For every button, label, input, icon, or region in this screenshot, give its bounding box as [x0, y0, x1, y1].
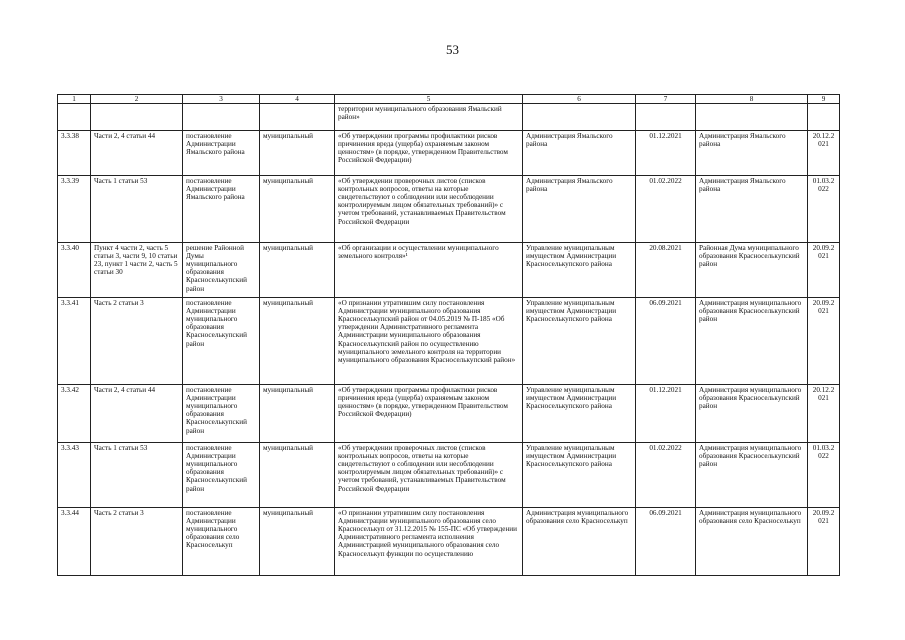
item-number-cell: 3.3.43 [58, 443, 91, 508]
responsible-cell: Управление муниципальным имуществом Администрации Красноселькупского района [523, 298, 636, 385]
table-row [58, 176, 840, 243]
item-number-cell: 3.3.38 [58, 131, 91, 176]
responsible-cell: Администрация муниципального образования село Красноселькуп [523, 508, 636, 576]
level-cell: муниципальный [260, 298, 335, 385]
deadline-cell: 20.12.2021 [808, 385, 840, 443]
deadline-cell: 20.09.2021 [808, 298, 840, 385]
level-cell: муниципальный [260, 443, 335, 508]
adopting-body-cell: Администрация Ямальского района [696, 176, 808, 243]
table-row [58, 243, 840, 298]
act-title-cell: «Об утверждении программы профилактики рисков причинения вреда (ущерба) охраняемым законом ценностям» (в порядке, утвержденном Правительством Российской Федерации) [335, 385, 523, 443]
law-reference-cell: Часть 1 статьи 53 [91, 443, 183, 508]
column-header: 1 [58, 95, 91, 104]
act-title-cell: территории муниципального образования Ямальский район» [335, 104, 523, 131]
item-number-cell: 3.3.41 [58, 298, 91, 385]
date-cell: 01.02.2022 [636, 443, 696, 508]
responsible-cell: Управление муниципальным имуществом Администрации Красноселькупского района [523, 443, 636, 508]
act-type-cell: постановление Администрации муниципального образования Красноселькупский район [183, 298, 260, 385]
column-header: 9 [808, 95, 840, 104]
deadline-cell: 20.09.2021 [808, 508, 840, 576]
level-cell: муниципальный [260, 385, 335, 443]
responsible-cell: Управление муниципальным имуществом Администрации Красноселькупского района [523, 243, 636, 298]
page-number: 53 [446, 42, 459, 57]
adopting-body-cell: Администрация муниципального образования Красноселькупский район [696, 443, 808, 508]
date-cell: 01.12.2021 [636, 385, 696, 443]
law-reference-cell: Часть 2 статьи 3 [91, 298, 183, 385]
adopting-body-cell: Администрация муниципального образования Красноселькупский район [696, 298, 808, 385]
column-header: 6 [523, 95, 636, 104]
adopting-body-cell: Администрация Ямальского района [696, 131, 808, 176]
act-title-cell: «Об утверждении проверочных листов (списков контрольных вопросов, ответы на которые свидетельствуют о соблюдении или несоблюдении контролируемым лицом обязательных требований)» с учетом требований, устанавливаемых Правительством Российской Федерации [335, 443, 523, 508]
continuation-row [58, 104, 840, 131]
law-reference-cell: Пункт 4 части 2, часть 5 статьи 3, части 9, 10 статьи 23, пункт 1 части 2, часть 5 статьи 30 [91, 243, 183, 298]
law-reference-cell: Части 2, 4 статьи 44 [91, 385, 183, 443]
adopting-body-cell: Районная Дума муниципального образования Красноселькупский район [696, 243, 808, 298]
date-cell: 20.08.2021 [636, 243, 696, 298]
date-cell: 06.09.2021 [636, 298, 696, 385]
act-type-cell: постановление Администрации Ямальского района [183, 131, 260, 176]
act-type-cell: постановление Администрации Ямальского района [183, 176, 260, 243]
regulatory-acts-table [57, 94, 840, 576]
header-row [58, 95, 840, 104]
column-header: 7 [636, 95, 696, 104]
responsible-cell: Управление муниципальным имуществом Администрации Красноселькупского района [523, 385, 636, 443]
act-title-cell: «О признании утратившим силу постановления Администрации муниципального образования Красноселькупский район от 04.05.2019 № П-185 «Об утверждении Административного регламента Администрации муниципального образования Красноселькупский район по осуществлению муниципального земельного контроля на территории муниципального образования Красноселькупский район» [335, 298, 523, 385]
table-row [58, 385, 840, 443]
act-type-cell: постановление Администрации муниципального образования Красноселькупский район [183, 443, 260, 508]
act-type-cell: постановление Администрации муниципального образования Красноселькупский район [183, 385, 260, 443]
act-title-cell: «Об организации и осуществлении муниципального земельного контроля»¹ [335, 243, 523, 298]
deadline-cell: 01.03.2022 [808, 176, 840, 243]
table-row [58, 131, 840, 176]
level-cell: муниципальный [260, 131, 335, 176]
level-cell: муниципальный [260, 243, 335, 298]
law-reference-cell: Часть 1 статьи 53 [91, 176, 183, 243]
level-cell: муниципальный [260, 508, 335, 576]
date-cell: 06.09.2021 [636, 508, 696, 576]
level-cell: муниципальный [260, 176, 335, 243]
law-reference-cell: Часть 2 статьи 3 [91, 508, 183, 576]
item-number-cell: 3.3.40 [58, 243, 91, 298]
column-header: 5 [335, 95, 523, 104]
column-header: 2 [91, 95, 183, 104]
responsible-cell: Администрация Ямальского района [523, 131, 636, 176]
table-row [58, 508, 840, 576]
adopting-body-cell: Администрация муниципального образования Красноселькупский район [696, 385, 808, 443]
date-cell: 01.02.2022 [636, 176, 696, 243]
table-row [58, 298, 840, 385]
law-reference-cell: Части 2, 4 статьи 44 [91, 131, 183, 176]
deadline-cell: 20.12.2021 [808, 131, 840, 176]
item-number-cell: 3.3.42 [58, 385, 91, 443]
act-type-cell: постановление Администрации муниципального образования село Красноселькуп [183, 508, 260, 576]
responsible-cell: Администрация Ямальского района [523, 176, 636, 243]
act-title-cell: «Об утверждении проверочных листов (списков контрольных вопросов, ответы на которые свидетельствуют о соблюдении или несоблюдении контролируемым лицом обязательных требований)» с учетом требований, устанавливаемых Правительством Российской Федерации [335, 176, 523, 243]
date-cell: 01.12.2021 [636, 131, 696, 176]
deadline-cell: 01.03.2022 [808, 443, 840, 508]
item-number-cell: 3.3.44 [58, 508, 91, 576]
deadline-cell: 20.09.2021 [808, 243, 840, 298]
act-title-cell: «Об утверждении программы профилактики рисков причинения вреда (ущерба) охраняемым законом ценностям» (в порядке, утвержденном Правительством Российской Федерации) [335, 131, 523, 176]
column-header: 4 [260, 95, 335, 104]
adopting-body-cell: Администрация муниципального образования село Красноселькуп [696, 508, 808, 576]
column-header: 3 [183, 95, 260, 104]
act-title-cell: «О признании утратившим силу постановления Администрации муниципального образования село Красноселькуп от 31.12.2015 № 155-ПС «Об утверждении Административного регламента исполнения Администрацией муниципального образования село Красноселькуп функции по осуществлению [335, 508, 523, 576]
column-header: 8 [696, 95, 808, 104]
act-type-cell: решение Районной Думы муниципального образования Красноселькупский район [183, 243, 260, 298]
table-row [58, 443, 840, 508]
item-number-cell: 3.3.39 [58, 176, 91, 243]
